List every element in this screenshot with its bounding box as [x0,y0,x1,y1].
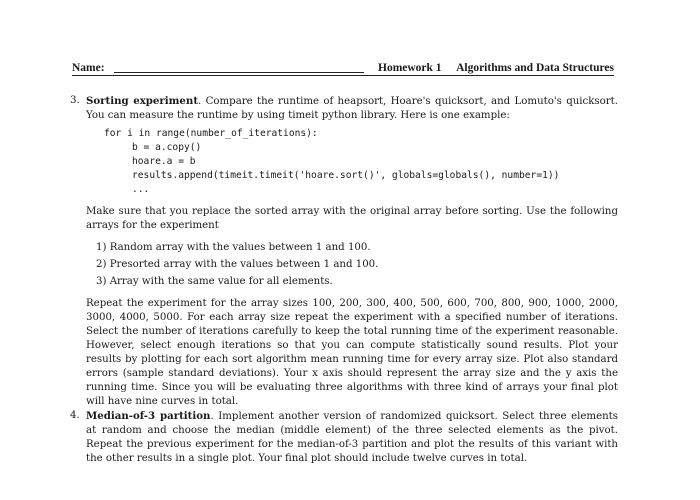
problem-3-intro-text: . Compare the runtime of heapsort, Hoare's quicksort, and Lomuto's quicksort. You can measure the runtime by using timeit python library. Here is one example: [86,96,618,121]
name-blank-line [114,72,364,73]
code-example [104,127,618,197]
list-item: 1) Random array with the values between 1 and 100. [96,242,371,253]
problem-3-title: Sorting experiment [86,95,199,107]
array-list [96,241,618,289]
problem-3 [70,94,618,409]
code-line: hoare.a = b [132,156,196,167]
page-header [72,58,614,74]
code-line: for i in range(number_of_iterations): [104,128,318,139]
problem-4 [70,409,618,466]
problem-4-number: 4. [70,410,80,421]
course-title: Algorithms and Data Structures [456,62,614,74]
name-label: Name: [72,62,105,74]
code-line: b = a.copy() [132,142,202,153]
list-item: 2) Presorted array with the values between 1 and 100. [96,259,379,270]
code-line: results.append(timeit.timeit('hoare.sort()', globals=globals(), number=1)) [132,170,560,181]
header-divider [72,75,614,76]
problem-3-number: 3. [70,95,80,106]
problem-4-text-block [86,409,618,466]
problem-3-intro [86,94,618,123]
problem-3-details: Repeat the experiment for the array sizes 100, 200, 300, 400, 500, 600, 700, 800, 900, 1000, 2000, 3000, 4000, 5000. For each array size repeat the experiment with a specified number of iterations. Select the number of iterations carefully to keep the total running time of the experiment reasonable. However, select enough iterations so that you can compute statistically sound results. Plot your results by plotting for each sort algorithm mean running time for every array size. Plot also standard errors (sample standard deviations). Your x axis should represent the array size and the y axis the running time. Since you will be evaluating three algorithms with three kind of arrays your final plot will have nine curves in total. [86,298,618,407]
problem-4-text: . Implement another version of randomized quicksort. Select three elements at random and choose the median (middle element) of the three selected elements as the pivot. Repeat the previous experiment for the median-of-3 partition and plot the results of this variant with the other results in a single plot. Your final plot should include twelve curves in total. [86,411,618,464]
homework-title: Homework 1 [378,62,442,74]
code-line: ... [132,184,150,195]
list-item: 3) Array with the same value for all elements. [96,276,333,287]
problem-3-instructions: Make sure that you replace the sorted array with the original array before sorting. Use the following arrays for the experiment [86,206,618,231]
problem-4-title: Median-of-3 partition [86,410,211,422]
